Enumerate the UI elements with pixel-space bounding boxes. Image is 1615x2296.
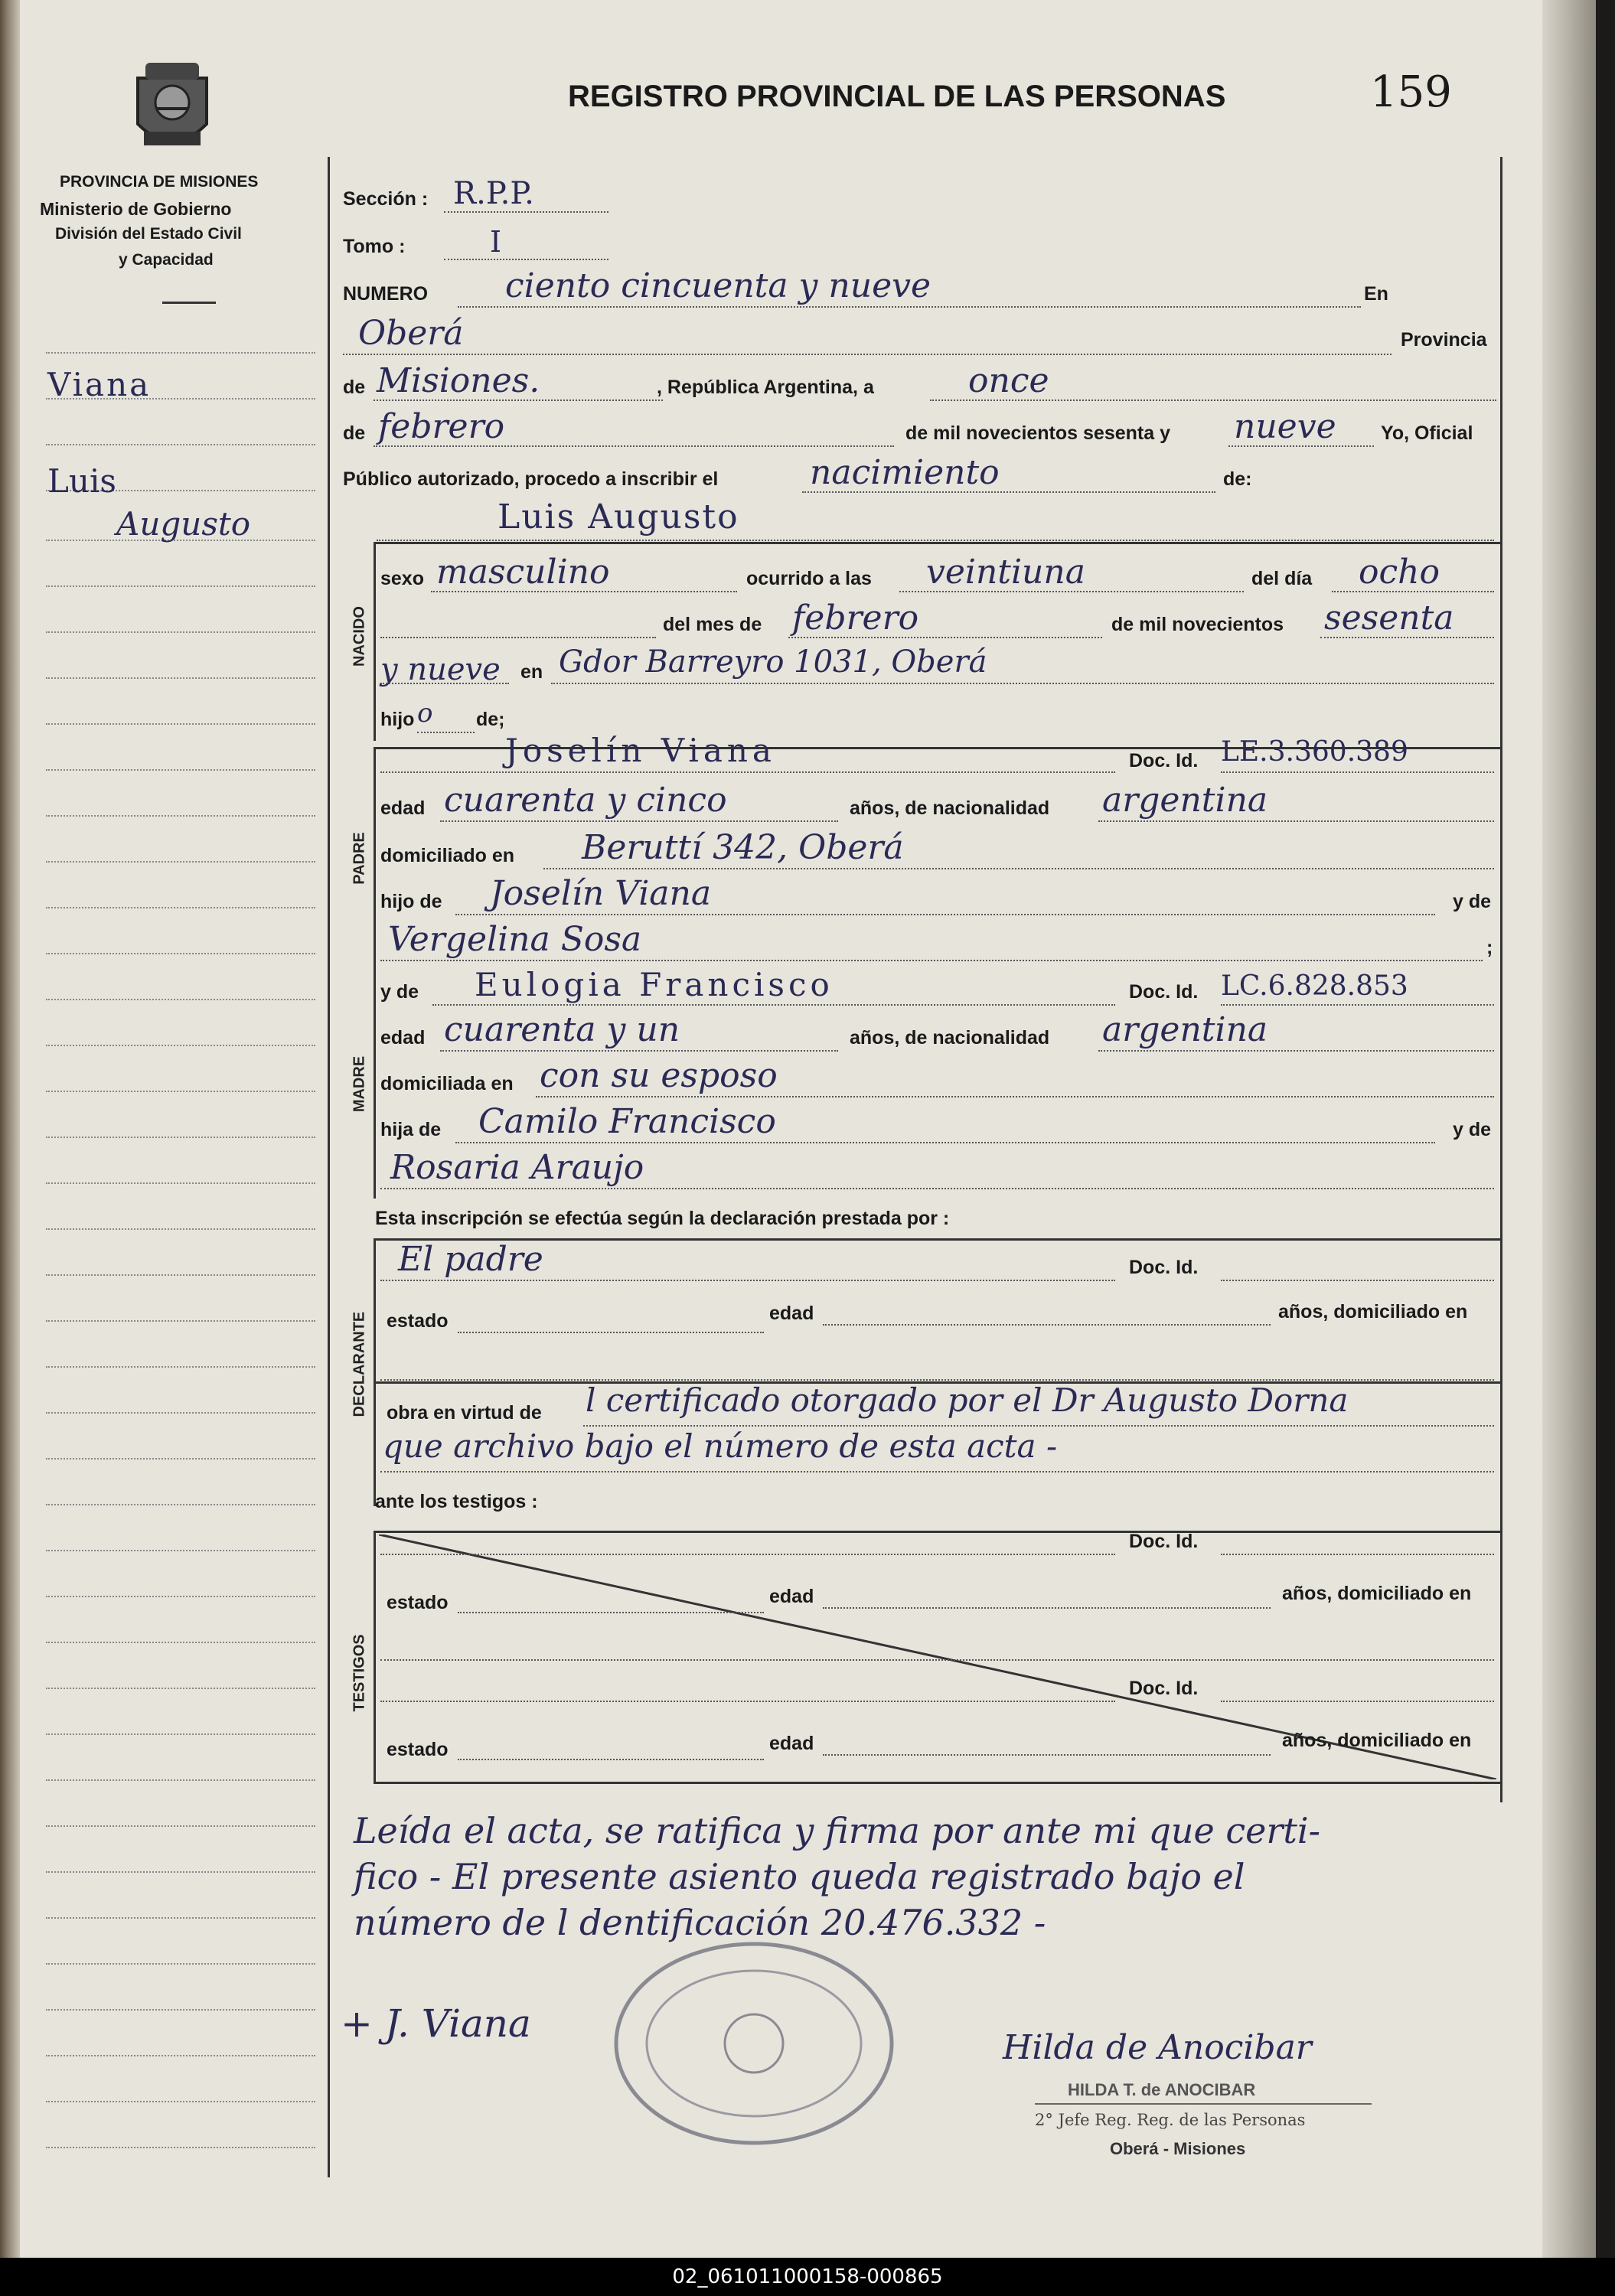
madre-y-de-label: y de <box>380 981 419 1003</box>
declarante-anios-label: años, domiciliado en <box>1278 1301 1468 1322</box>
padre-edad-value: cuarenta y cinco <box>444 781 727 820</box>
de-label-2: de <box>343 422 366 444</box>
padre-hijo-de-label: hijo de <box>380 891 442 912</box>
declarante-estado-label: estado <box>387 1310 449 1332</box>
nacido-en-label: en <box>520 661 543 683</box>
obra-label: obra en virtud de <box>387 1402 542 1424</box>
en-label: En <box>1364 283 1388 305</box>
signature-rule <box>1035 2103 1372 2105</box>
declaracion-intro: Esta inscripción se efectúa según la declaración prestada por : <box>375 1208 950 1229</box>
numero-label: NUMERO <box>343 283 429 305</box>
declarante-section-label: DECLARANTE <box>351 1311 368 1417</box>
madre-nombre: Eulogia Francisco <box>475 966 834 1003</box>
divider <box>162 302 216 304</box>
sidebar-surname: Viana <box>47 366 152 403</box>
madre-edad-label: edad <box>380 1027 426 1049</box>
nacido-mil-label: de mil novecientos <box>1111 614 1284 635</box>
testigo2-estado-label: estado <box>387 1739 449 1760</box>
testigo2-edad-label: edad <box>769 1733 814 1754</box>
tomo-label: Tomo : <box>343 236 406 257</box>
madre-edad-value: cuarenta y un <box>444 1010 680 1049</box>
acto-value: nacimiento <box>810 453 1000 492</box>
office-line-1: PROVINCIA DE MISIONES <box>60 173 259 191</box>
padre-padre-value: Joselín Viana <box>490 874 712 913</box>
sexo-value: masculino <box>436 553 610 592</box>
madre-doc-label: Doc. Id. <box>1129 981 1199 1003</box>
padre-madre-value: Vergelina Sosa <box>388 920 642 959</box>
padre-domicilio-value: Beruttí 342, Oberá <box>582 828 904 867</box>
certificado-line-1: l certificado otorgado por el Dr Augusto Dorna <box>586 1381 1349 1419</box>
bracket-rule <box>374 969 376 1199</box>
padre-doc-label: Doc. Id. <box>1129 750 1199 771</box>
cierre-line-1: Leída el acta, se ratifica y firma por ante mi que certi- <box>354 1810 1321 1851</box>
bracket-rule <box>374 1238 376 1506</box>
document-title: REGISTRO PROVINCIAL DE LAS PERSONAS <box>568 80 1226 113</box>
declarante-signature: + J. Viana <box>341 2001 531 2046</box>
madre-section-label: MADRE <box>351 1055 368 1113</box>
padre-y-de-label: y de <box>1453 891 1492 912</box>
sidebar-given-1: Luis <box>47 462 116 500</box>
certificado-line-2: que archivo bajo el número de esta acta - <box>383 1427 1058 1465</box>
nacido-anio1-value: sesenta <box>1324 598 1454 638</box>
hijo-label: hijo <box>380 709 415 730</box>
image-code: 02_061011000158-000865 <box>672 2265 943 2288</box>
oficial-cargo: 2° Jefe Reg. Reg. de las Personas <box>1035 2111 1306 2129</box>
page-edge <box>1542 0 1596 2281</box>
cierre-line-2: fico - El presente asiento queda registrado bajo el <box>354 1856 1245 1897</box>
padre-nombre: Joselín Viana <box>505 732 776 769</box>
madre-nac-label: años, de nacionalidad <box>850 1027 1050 1049</box>
dia-value: once <box>968 361 1049 400</box>
madre-nacionalidad-value: argentina <box>1102 1010 1268 1049</box>
section-rule <box>374 542 1502 544</box>
publico-label: Público autorizado, procedo a inscribir el <box>343 468 719 490</box>
madre-domicilio-value: con su esposo <box>540 1056 778 1095</box>
book-binding <box>0 0 20 2281</box>
oficial-signature: Hilda de Anocibar <box>1003 2028 1312 2067</box>
anio-value: nueve <box>1234 407 1336 446</box>
official-stamp-icon <box>608 1936 899 2151</box>
nacido-lugar-value: Gdor Barreyro 1031, Oberá <box>559 644 987 680</box>
office-line-3: División del Estado Civil <box>55 225 242 243</box>
testigos-section-label: TESTIGOS <box>351 1634 368 1712</box>
padre-nacionalidad-value: argentina <box>1102 781 1268 820</box>
bracket-rule <box>374 747 376 977</box>
sidebar-given-2: Augusto <box>116 505 251 543</box>
nacido-mes-value: febrero <box>792 598 919 638</box>
padre-nac-label: años, de nacionalidad <box>850 797 1050 819</box>
nacido-anio2-value: y nueve <box>380 652 501 687</box>
oficial-lugar: Oberá - Misiones <box>1110 2139 1246 2158</box>
testigo2-doc-label: Doc. Id. <box>1129 1678 1199 1699</box>
madre-padre-value: Camilo Francisco <box>478 1102 776 1141</box>
footer-bar <box>0 2258 1615 2296</box>
mil-label: de mil novecientos sesenta y <box>905 422 1170 444</box>
testigo2-anios-label: años, domiciliado en <box>1282 1730 1472 1751</box>
oficial-nombre: HILDA T. de ANOCIBAR <box>1068 2080 1256 2099</box>
madre-y-de2-label: y de <box>1453 1119 1492 1140</box>
del-mes-label: del mes de <box>663 614 762 635</box>
testigo1-anios-label: años, domiciliado en <box>1282 1583 1472 1604</box>
madre-madre-value: Rosaria Araujo <box>390 1148 644 1187</box>
bracket-rule <box>374 542 376 741</box>
madre-hija-de-label: hija de <box>380 1119 442 1140</box>
madre-doc-value: LC.6.828.853 <box>1221 970 1408 1002</box>
nacido-nombre: Luis Augusto <box>498 497 739 536</box>
bracket-rule <box>374 1531 376 1783</box>
provincia-value: Misiones. <box>377 361 540 400</box>
testigos-intro: ante los testigos : <box>375 1491 538 1512</box>
declarante-doc-label: Doc. Id. <box>1129 1257 1199 1278</box>
testigo1-edad-label: edad <box>769 1586 814 1607</box>
mes-value: febrero <box>378 407 505 446</box>
province-seal-icon <box>122 55 222 162</box>
declarante-edad-label: edad <box>769 1303 814 1324</box>
seccion-label: Sección : <box>343 188 429 210</box>
testigo1-estado-label: estado <box>387 1592 449 1613</box>
hijo-de-label: de; <box>476 709 505 730</box>
office-line-2: Ministerio de Gobierno <box>40 199 232 219</box>
testigo1-doc-label: Doc. Id. <box>1129 1531 1199 1552</box>
padre-semicolon: ; <box>1486 937 1493 958</box>
padre-doc-value: LE.3.360.389 <box>1221 736 1408 768</box>
del-dia-label: del día <box>1251 568 1313 589</box>
page-number: 159 <box>1370 67 1452 117</box>
hora-value: veintiuna <box>926 553 1085 592</box>
padre-section-label: PADRE <box>351 832 368 885</box>
de-colon-label: de: <box>1223 468 1252 490</box>
madre-dom-label: domiciliada en <box>380 1073 514 1094</box>
lugar-value: Oberá <box>358 314 464 353</box>
declarante-nombre: El padre <box>398 1240 543 1279</box>
numero-value: ciento cincuenta y nueve <box>505 266 931 305</box>
cierre-line-3: número de l dentificación 20.476.332 - <box>354 1902 1046 1943</box>
section-rule <box>374 1782 1502 1784</box>
office-line-4: y Capacidad <box>119 251 214 269</box>
tomo-value: I <box>490 225 502 259</box>
padre-dom-label: domiciliado en <box>380 845 515 866</box>
sidebar-rule <box>328 157 330 2177</box>
seccion-value: R.P.P. <box>453 176 534 211</box>
nacido-dia-value: ocho <box>1359 553 1440 592</box>
hijo-suffix: o <box>417 698 433 729</box>
padre-edad-label: edad <box>380 797 426 819</box>
section-rule <box>374 1531 1502 1533</box>
sexo-label: sexo <box>380 568 424 589</box>
de-label: de <box>343 377 366 398</box>
ocurrido-label: ocurrido a las <box>746 568 872 589</box>
republica-label: , República Argentina, a <box>657 377 874 398</box>
oficial-label: Yo, Oficial <box>1381 422 1473 444</box>
provincia-label: Provincia <box>1401 329 1487 351</box>
form-right-rule <box>1500 157 1502 1802</box>
nacido-section-label: NACIDO <box>351 606 368 667</box>
